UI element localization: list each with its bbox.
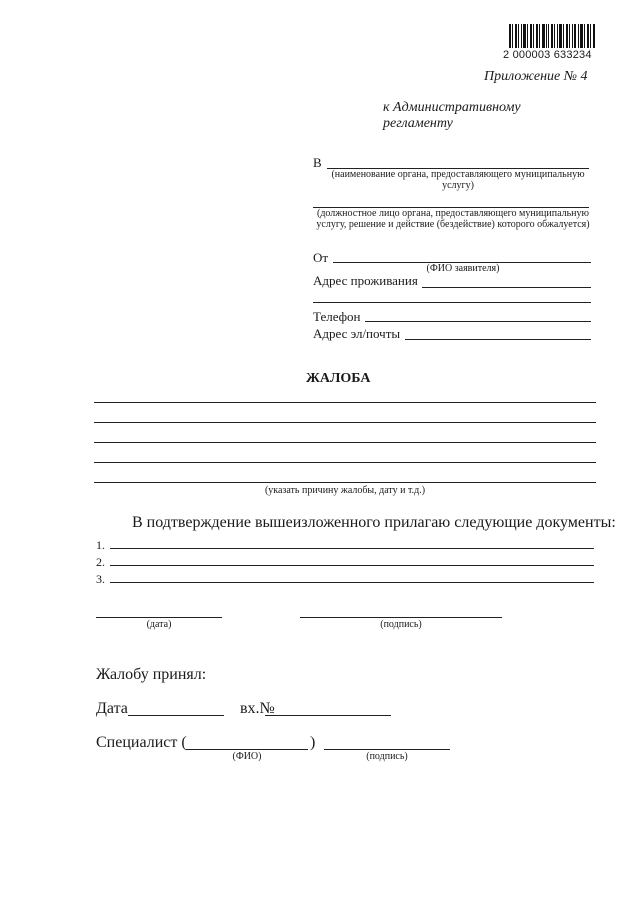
incoming-number-field[interactable] xyxy=(265,715,391,716)
appendix-label: Приложение № 4 xyxy=(484,69,588,84)
document-item-number: 2. xyxy=(96,555,105,569)
date-field[interactable] xyxy=(96,617,222,618)
complaint-reason-caption: (указать причину жалобы, дату и т.д.) xyxy=(264,485,426,496)
specialist-name-caption: (ФИО) xyxy=(232,751,262,762)
to-label: В xyxy=(313,155,322,170)
signature-caption: (подпись) xyxy=(380,619,422,630)
complaint-text-line[interactable] xyxy=(94,482,596,483)
barcode-number: 2 000003 633234 xyxy=(503,49,592,61)
specialist-close-paren: ) xyxy=(310,734,316,751)
accepted-title: Жалобу принял: xyxy=(96,666,207,683)
document-item-field[interactable] xyxy=(110,565,594,566)
address-field-line1[interactable] xyxy=(422,287,591,288)
document-item-field[interactable] xyxy=(110,582,594,583)
specialist-name-field[interactable] xyxy=(186,749,308,750)
specialist-signature-field[interactable] xyxy=(324,749,450,750)
phone-field[interactable] xyxy=(365,321,591,322)
official-caption: (должностное лицо органа, предоставляющего муниципальную услугу, решение и действие (бездействие) которого обжалуется) xyxy=(316,208,590,230)
complaint-text-line[interactable] xyxy=(94,462,596,463)
regulation-reference-line2: регламенту xyxy=(383,116,453,131)
complaint-title: ЖАЛОБА xyxy=(306,371,371,386)
acceptance-date-label: Дата xyxy=(96,700,128,717)
document-item-number: 1. xyxy=(96,538,105,552)
barcode-image xyxy=(509,24,595,48)
incoming-number-label: вх.№ xyxy=(240,700,275,717)
specialist-signature-caption: (подпись) xyxy=(366,751,408,762)
address-label: Адрес проживания xyxy=(313,273,418,288)
document-item-number: 3. xyxy=(96,572,105,586)
email-label: Адрес эл/почты xyxy=(313,326,401,341)
complaint-text-line[interactable] xyxy=(94,402,596,403)
date-caption: (дата) xyxy=(146,619,172,630)
acceptance-date-field[interactable] xyxy=(128,715,224,716)
documents-intro: В подтверждение вышеизложенного прилагаю следующие документы: xyxy=(132,514,616,531)
organ-name-caption: (наименование органа, предоставляющего муниципальную услугу) xyxy=(331,169,585,191)
email-field[interactable] xyxy=(405,339,591,340)
signature-field[interactable] xyxy=(300,617,502,618)
regulation-reference-line1: к Административному xyxy=(383,100,521,115)
applicant-name-caption: (ФИО заявителя) xyxy=(426,263,500,274)
address-field-line2[interactable] xyxy=(313,302,591,303)
complaint-text-line[interactable] xyxy=(94,422,596,423)
complaint-text-line[interactable] xyxy=(94,442,596,443)
from-label: От xyxy=(313,250,329,265)
phone-label: Телефон xyxy=(313,309,361,324)
document-item-field[interactable] xyxy=(110,548,594,549)
specialist-label: Специалист ( xyxy=(96,734,187,751)
